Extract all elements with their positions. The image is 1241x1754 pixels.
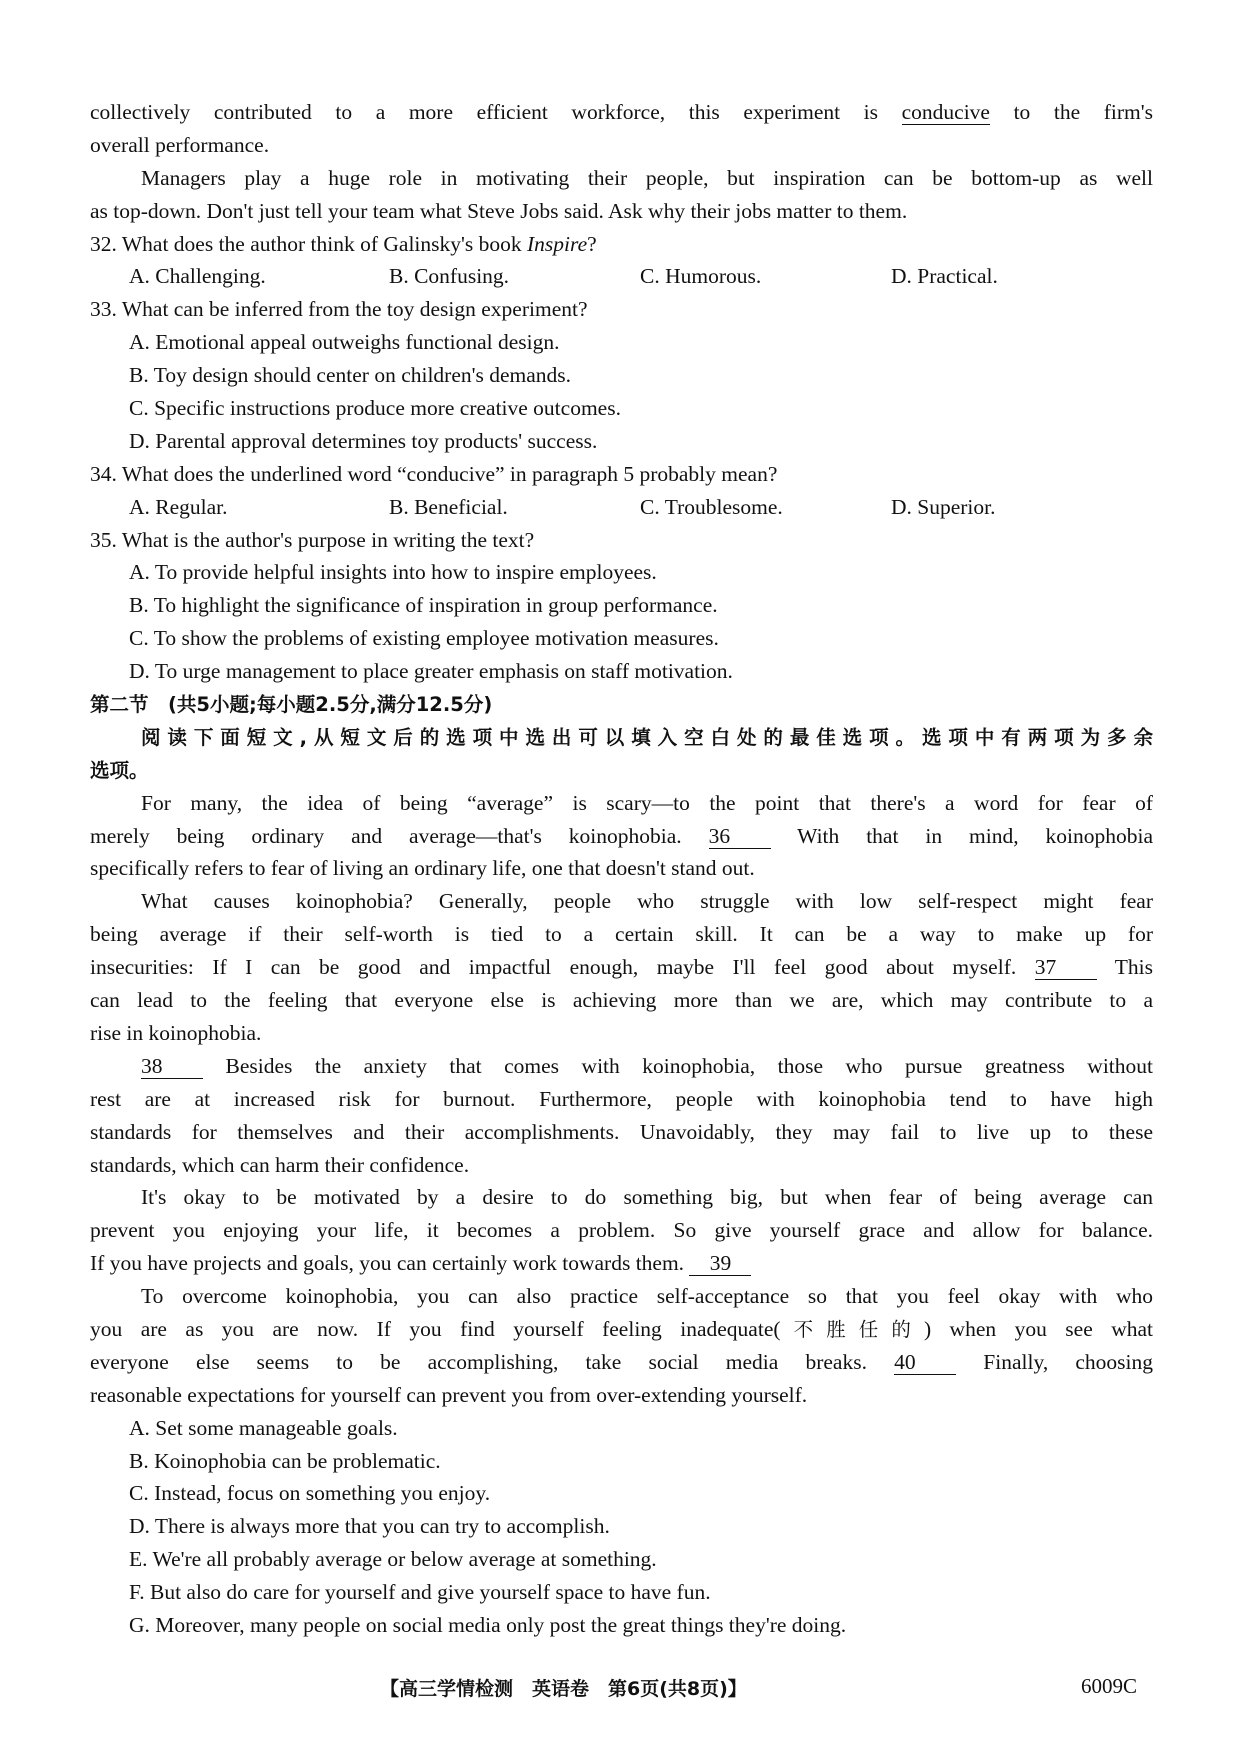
text-run: 34. What does the underlined word “conducive” in paragraph 5 probably mean?	[90, 461, 778, 486]
text-run: C. Specific instructions produce more creative outcomes.	[129, 396, 621, 421]
text-run: D. Parental approval determines toy products' success.	[129, 428, 598, 453]
text-line	[90, 1149, 1153, 1182]
answer-option	[90, 1477, 1153, 1510]
chinese-text: 阅读下面短文,从短文后的选项中选出可以填入空白处的最佳选项。选项中有两项为多余	[141, 725, 1153, 749]
option-row	[90, 491, 1153, 524]
answer-option	[90, 392, 1153, 425]
page-footer: 【高三学情检测 英语卷 第6页(共8页)】	[380, 1678, 747, 1700]
text-run: collectively contributed to a more efficient workforce, this experiment is	[90, 100, 902, 124]
text-line	[90, 951, 1153, 984]
text-run: For many, the idea of being “average” is scary—to the point that there's a word for fear of	[141, 790, 1153, 815]
chinese-text: 第二节 (共5小题;每小题2.5分,满分12.5分)	[90, 693, 493, 717]
chinese-text: 选项。	[90, 758, 149, 782]
text-run: can lead to the feeling that everyone else is achieving more than we are, which may contribute to a	[90, 988, 1153, 1013]
text-line	[90, 721, 1153, 754]
blank-38: 38	[141, 1054, 203, 1079]
text-run: B. Toy design should center on children's demands.	[129, 363, 572, 388]
text-line	[90, 1214, 1153, 1247]
text-run: With that in mind, koinophobia	[770, 823, 1153, 848]
text-line	[90, 1050, 1153, 1083]
question-stem	[90, 524, 1153, 557]
text-line	[90, 1346, 1153, 1379]
answer-option	[90, 1412, 1153, 1445]
text-run: B. To highlight the significance of inspiration in group performance.	[129, 593, 718, 618]
text-line	[90, 96, 1153, 129]
text-run: ?	[587, 231, 597, 256]
text-line	[90, 852, 1153, 885]
text-line	[90, 1313, 1153, 1346]
answer-option: C. Troublesome.	[640, 494, 783, 519]
answer-option: A. Challenging.	[129, 264, 266, 289]
text-run: C. To show the problems of existing employee motivation measures.	[129, 626, 719, 651]
answer-option: B. Beneficial.	[389, 494, 508, 519]
text-run: rise in koinophobia.	[90, 1020, 262, 1045]
answer-option: C. Humorous.	[640, 264, 762, 289]
text-run: overall performance.	[90, 132, 270, 157]
answer-option	[90, 1576, 1153, 1609]
blank-36: 36	[709, 824, 771, 849]
exam-page-body	[90, 96, 1153, 1642]
text-line	[90, 1247, 1153, 1280]
text-run: you are as you are now. If you find yourself feeling inadequate(	[90, 1316, 781, 1341]
book-title: Inspire	[527, 231, 588, 256]
text-run: prevent you enjoying your life, it becomes a problem. So give yourself grace and allow for balance.	[90, 1218, 1153, 1243]
text-run: to the firm's	[989, 100, 1153, 124]
text-line	[90, 1379, 1153, 1412]
text-run: as top-down. Don't just tell your team what Steve Jobs said. Ask why their jobs matter to them.	[90, 198, 908, 223]
text-run: standards, which can harm their confidence.	[90, 1152, 470, 1177]
text-run: A. To provide helpful insights into how to inspire employees.	[129, 560, 657, 585]
text-line	[90, 885, 1153, 918]
text-run: A. Emotional appeal outweighs functional design.	[129, 330, 560, 355]
text-run: D. To urge management to place greater emphasis on staff motivation.	[129, 659, 733, 684]
text-run: everyone else seems to be accomplishing, take social media breaks.	[90, 1349, 895, 1374]
text-run: rest are at increased risk for burnout. Furthermore, people with koinophobia tend to have high	[90, 1086, 1153, 1111]
text-run: 33. What can be inferred from the toy design experiment?	[90, 297, 588, 322]
answer-option	[90, 359, 1153, 392]
text-run: Besides the anxiety that comes with koinophobia, those who pursue greatness without	[203, 1053, 1153, 1078]
text-run: To overcome koinophobia, you can also practice self-acceptance so that you feel okay with who	[141, 1284, 1153, 1309]
text-run: What causes koinophobia? Generally, people who struggle with low self-respect might fear	[141, 889, 1153, 914]
text-line	[90, 1017, 1153, 1050]
text-line	[90, 1181, 1153, 1214]
blank-39: 39	[689, 1251, 751, 1276]
answer-option	[90, 1510, 1153, 1543]
text-line	[90, 1083, 1153, 1116]
text-line	[90, 754, 1153, 787]
text-line	[90, 820, 1153, 853]
text-run: If you have projects and goals, you can certainly work towards them.	[90, 1251, 690, 1276]
text-run: Managers play a huge role in motivating their people, but inspiration can be bottom-up as well	[141, 165, 1153, 190]
text-run: standards for themselves and their accomplishments. Unavoidably, they may fail to live up to these	[90, 1119, 1153, 1144]
text-run: insecurities: If I can be good and impactful enough, maybe I'll feel good about myself.	[90, 955, 1035, 980]
answer-option	[90, 1445, 1153, 1478]
text-line	[90, 1280, 1153, 1313]
answer-option: A. Regular.	[129, 494, 228, 519]
answer-option	[90, 556, 1153, 589]
paper-code: 6009C	[1081, 1674, 1138, 1698]
text-run: G. Moreover, many people on social media only post the great things they're doing.	[129, 1612, 847, 1637]
text-run: 32. What does the author think of Galinsky's book	[90, 231, 528, 256]
text-line	[90, 1116, 1153, 1149]
question-stem	[90, 228, 1153, 261]
answer-option: D. Superior.	[891, 494, 996, 519]
text-line	[90, 162, 1153, 195]
text-run: 35. What is the author's purpose in writing the text?	[90, 527, 535, 552]
blank-40: 40	[894, 1350, 956, 1375]
text-run: Finally, choosing	[956, 1349, 1153, 1374]
underlined-word: conducive	[901, 100, 990, 124]
answer-option: B. Confusing.	[389, 264, 510, 289]
text-run: D. There is always more that you can try to accomplish.	[129, 1514, 610, 1539]
text-line	[90, 787, 1153, 820]
text-run: reasonable expectations for yourself can prevent you from over-extending yourself.	[90, 1382, 808, 1407]
question-stem	[90, 293, 1153, 326]
text-run: being average if their self-worth is tied to a certain skill. It can be a way to make up for	[90, 922, 1153, 947]
text-run: A. Set some manageable goals.	[129, 1415, 398, 1440]
text-line	[90, 918, 1153, 951]
question-stem	[90, 458, 1153, 491]
blank-37: 37	[1035, 955, 1097, 980]
text-line	[90, 129, 1153, 162]
text-line	[90, 195, 1153, 228]
section-heading	[90, 688, 1153, 721]
answer-option	[90, 1543, 1153, 1576]
text-run: It's okay to be motivated by a desire to do something big, but when fear of being average can	[141, 1185, 1153, 1210]
text-run: B. Koinophobia can be problematic.	[129, 1448, 441, 1473]
text-run: ) when you see what	[923, 1316, 1153, 1341]
answer-option	[90, 622, 1153, 655]
text-run: F. But also do care for yourself and give yourself space to have fun.	[129, 1580, 711, 1605]
answer-option	[90, 425, 1153, 458]
option-row	[90, 260, 1153, 293]
text-run: merely being ordinary and average—that's koinophobia.	[90, 823, 709, 848]
answer-option: D. Practical.	[891, 264, 998, 289]
answer-option	[90, 1609, 1153, 1642]
text-run: This	[1096, 955, 1153, 980]
chinese-gloss: 不胜任的	[780, 1317, 924, 1341]
text-run: E. We're all probably average or below average at something.	[129, 1547, 657, 1572]
text-line	[90, 984, 1153, 1017]
answer-option	[90, 589, 1153, 622]
text-run: C. Instead, focus on something you enjoy.	[129, 1481, 491, 1506]
text-run: specifically refers to fear of living an ordinary life, one that doesn't stand out.	[90, 856, 755, 881]
answer-option	[90, 655, 1153, 688]
answer-option	[90, 326, 1153, 359]
